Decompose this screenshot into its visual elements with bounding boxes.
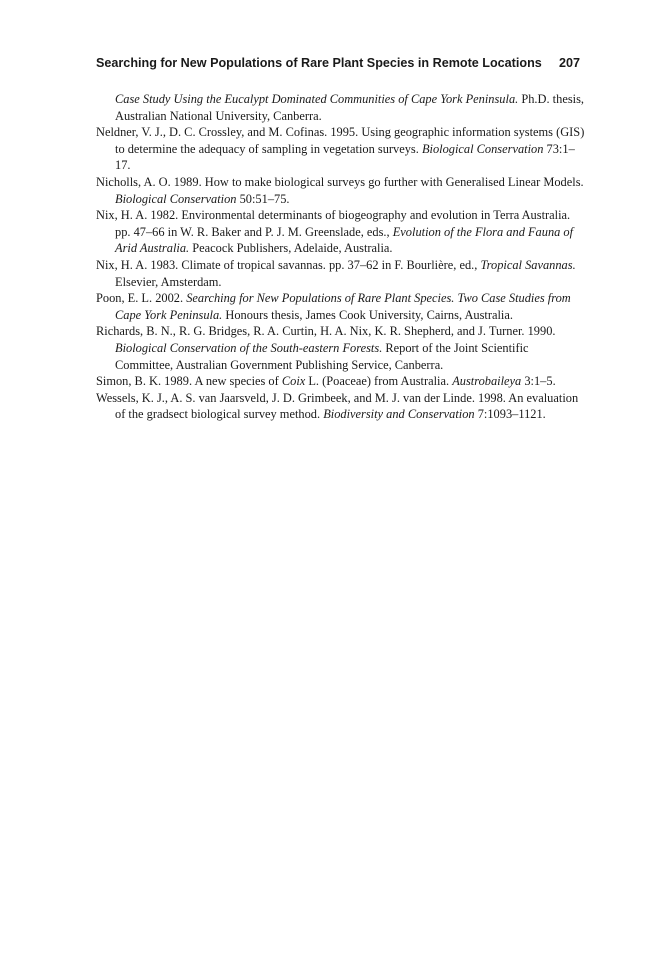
reference-text: Elsevier, Amsterdam. bbox=[115, 274, 222, 289]
reference-text: Honours thesis, James Cook University, Cairns, Australia. bbox=[222, 307, 513, 322]
reference-text-italic: Biological Conservation bbox=[421, 141, 544, 156]
reference-text: Neldner, V. J., D. C. Crossley, and M. Cofinas. 1995. Using geographic information systems (GIS) to determine the adequacy of sampling in vegetation surveys. bbox=[96, 125, 585, 156]
reference-text-italic: Biological Conservation of the South-eastern Forests. bbox=[115, 340, 383, 355]
reference-text: Ph.D. thesis, Australian National University, Canberra. bbox=[115, 92, 584, 123]
reference-text-italic: Biological Conservation bbox=[115, 191, 237, 206]
reference-text-italic: Searching for New Populations of Rare Plant Species. Two Case Studies from Cape York Peninsula. bbox=[115, 291, 571, 322]
reference-entry bbox=[96, 91, 586, 124]
reference-list bbox=[96, 91, 586, 423]
reference-text: Simon, B. K. 1989. A new species of bbox=[96, 374, 282, 389]
reference-text: Nix, H. A. 1983. Climate of tropical savannas. pp. 37–62 in F. Bourlière, ed., bbox=[96, 257, 481, 272]
reference-entry bbox=[96, 373, 586, 390]
reference-entry bbox=[96, 174, 586, 207]
reference-text: 73:1–17. bbox=[115, 141, 575, 173]
reference-text: 7:1093–1121. bbox=[474, 407, 546, 422]
reference-text-italic: Evolution of the Flora and Fauna of Arid Australia. bbox=[115, 224, 574, 256]
reference-text: 50:51–75. bbox=[236, 191, 290, 206]
reference-text: Poon, E. L. 2002. bbox=[96, 291, 187, 306]
reference-text-italic: Tropical Savannas. bbox=[480, 257, 576, 272]
reference-text: Nicholls, A. O. 1989. How to make biological surveys go further with Generalised Linear Models. bbox=[96, 174, 584, 189]
running-head-title: Searching for New Populations of Rare Plant Species in Remote Locations bbox=[96, 56, 542, 70]
reference-text-italic: Coix bbox=[281, 374, 306, 389]
reference-text-italic: Biodiversity and Conservation bbox=[323, 407, 475, 422]
running-head bbox=[96, 53, 582, 73]
reference-entry bbox=[96, 124, 586, 174]
reference-entry bbox=[96, 390, 586, 423]
reference-text-italic: Case Study Using the Eucalypt Dominated Communities of Cape York Peninsula. bbox=[115, 92, 519, 106]
reference-text: Wessels, K. J., A. S. van Jaarsveld, J. D. Grimbeek, and M. J. van der Linde. 1998. An evaluation of the gradsect biological survey method. bbox=[96, 390, 579, 422]
reference-text: Richards, B. N., R. G. Bridges, R. A. Curtin, H. A. Nix, K. R. Shepherd, and J. Turner. 1990. bbox=[96, 324, 556, 339]
reference-text: L. (Poaceae) from Australia. bbox=[305, 374, 453, 389]
reference-text: Nix, H. A. 1982. Environmental determinants of biogeography and evolution in Terra Australia. pp. 47–66 in W. R. Baker and P. J. M. Greenslade, eds., bbox=[96, 208, 571, 239]
reference-entry bbox=[96, 257, 586, 290]
reference-entry bbox=[96, 323, 586, 373]
reference-text-italic: Austrobaileya bbox=[452, 374, 522, 389]
reference-entry bbox=[96, 290, 586, 323]
reference-text: 3:1–5. bbox=[521, 374, 556, 389]
reference-text: Report of the Joint Scientific Committee, Australian Government Publishing Service, Canberra. bbox=[115, 340, 529, 372]
reference-entry bbox=[96, 207, 586, 257]
reference-text: Peacock Publishers, Adelaide, Australia. bbox=[189, 241, 393, 256]
page-number: 207 bbox=[558, 56, 580, 70]
